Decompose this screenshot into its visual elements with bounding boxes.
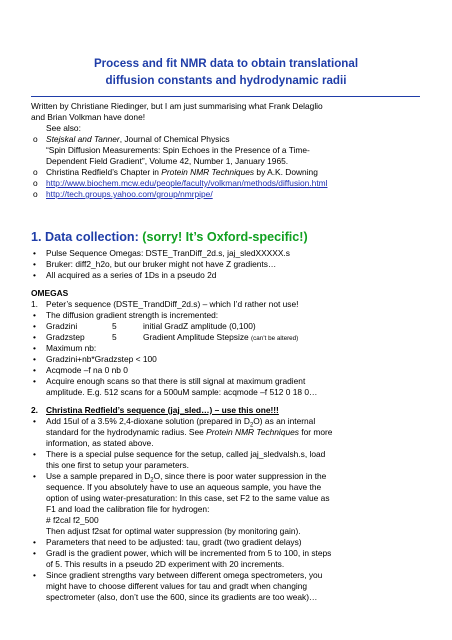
gradzstep-desc-text: Gradient Amplitude Stepsize [143, 332, 252, 342]
omegas-item-1: Peter’s sequence (DSTE_TrandDiff_2d.s) – which I’d rather not use! [46, 299, 299, 309]
ref-bullet: o [33, 178, 38, 188]
d2o-line-1 [46, 471, 326, 482]
bullet: • [33, 416, 36, 426]
section-1-title: Data collection: [45, 230, 143, 244]
diffusion-incremented: The diffusion gradient strength is incremented: [46, 310, 219, 320]
gradzstep-note: (can’t be altered) [251, 335, 299, 342]
d2o-subscript: 2 [249, 422, 254, 429]
d2o-a: Use a sample prepared in D [46, 471, 151, 481]
bullet: • [33, 471, 36, 481]
dioxane-line-1 [46, 416, 315, 427]
d2o-b: O, since there is poor water suppression in the [153, 471, 327, 481]
gradl-line-1: Gradl is the gradient power, which will be incremented from 5 to 100, in steps [46, 548, 332, 558]
ref1-journal: , Journal of Chemical Physics [119, 134, 230, 144]
acquire-line-1: Acquire enough scans so that there is still signal at maximum gradient [46, 376, 306, 386]
d2o-line-2: sequence. If you absolutely have to use an aqueous sample, you have the [46, 482, 322, 492]
ref2-post: by A.K. Downing [254, 167, 318, 177]
bullet: • [33, 310, 36, 320]
gradzstep-desc [143, 332, 298, 344]
omegas-item-1-number: 1. [31, 299, 38, 309]
gradzini-desc: initial GradZ amplitude (0,100) [143, 321, 256, 331]
reference-3-link[interactable]: http://www.biochem.mcw.edu/people/faculty/volkman/methods/diffusion.html [46, 178, 328, 188]
reference-1-line-3: Dependent Field Gradient”, Volume 42, Number 1, January 1965. [46, 156, 289, 166]
d2o-line-3: option of using water-presaturation: In this case, set F2 to the same value as [46, 493, 330, 503]
dioxane-a: Add 15ul of a 3.5% 2,4-dioxane solution (prepared in D [46, 416, 250, 426]
spectrometer-line-3: spectrometer (also, don’t use the 600, since its gradients are too weak)… [46, 592, 318, 602]
intro-written-line-1: Written by Christiane Riedinger, but I am just summarising what Frank Delaglio [31, 101, 323, 111]
see-also-label: See also: [46, 123, 81, 133]
reference-1 [46, 134, 230, 145]
title-line-1: Process and fit NMR data to obtain translational [93, 57, 359, 70]
gradzstep-label: Gradzstep [46, 332, 85, 342]
spectrometer-line-2: might have to choose different values for tau and gradt when changing [46, 581, 308, 591]
bullet: • [33, 548, 36, 558]
spectrometer-line-1: Since gradient strengths vary between different omega spectrometers, you [46, 570, 323, 580]
gradl-line-2: of 5. This results in a pseudo 2D experiment with 20 increments. [46, 559, 285, 569]
reference-4-link[interactable]: http://tech.groups.yahoo.com/group/nmrpipe/ [46, 189, 213, 199]
setup-line-2: this one first to setup your parameters. [46, 460, 189, 470]
section-1-bullet-1: Pulse Sequence Omegas: DSTE_TranDiff_2d.s, jaj_sledXXXXX.s [46, 248, 290, 258]
omegas-item-2-number: 2. [31, 405, 38, 415]
ref2-book: Protein NMR Techniques [161, 167, 255, 177]
acquire-line-2: amplitude. E.g. 512 scans for a 500uM sample: acqmode –f 512 0 18 0… [46, 387, 318, 397]
ref-bullet: o [33, 134, 38, 144]
reference-1-line-2: “Spin Diffusion Measurements: Spin Echoes in the Presence of a Time- [46, 145, 310, 155]
bullet: • [33, 270, 36, 280]
bullet: • [33, 570, 36, 580]
f2cal-command: # f2cal f2_500 [46, 515, 99, 525]
dioxane-d: for more [298, 427, 333, 437]
reference-2 [46, 167, 318, 178]
acqmode-command: Acqmode –f na 0 nb 0 [46, 365, 128, 375]
ref-bullet: o [33, 189, 38, 199]
gradzini-value: 5 [112, 321, 117, 331]
bullet: • [33, 354, 36, 364]
dioxane-line-3: information, as stated above. [46, 438, 154, 448]
title-divider [31, 96, 420, 97]
f2sat-line: Then adjust f2sat for optimal water suppression (by monitoring gain). [46, 526, 301, 536]
intro-written-line-2: and Brian Volkman have done! [31, 112, 146, 122]
bullet: • [33, 343, 36, 353]
ref2-pre: Christina Redfield’s Chapter in [46, 167, 162, 177]
title-line-2: diffusion constants and hydrodynamic radii [105, 74, 347, 87]
d2o-line-4: F1 and load the calibration file for hydrogen: [46, 504, 210, 514]
bullet: • [33, 449, 36, 459]
section-1-bullet-2: Bruker: diff2_h2o, but our bruker might not have Z gradients… [46, 259, 277, 269]
parameters-line: Parameters that need to be adjusted: tau, gradt (two gradient delays) [46, 537, 302, 547]
d2o-subscript-2: 2 [150, 477, 154, 484]
bullet: • [33, 376, 36, 386]
section-1-note: (sorry! It’s Oxford-specific!) [142, 230, 308, 244]
ref1-authors: Stejskal and Tanner [46, 134, 120, 144]
section-1-heading [31, 230, 308, 244]
section-1-number: 1. [31, 230, 42, 244]
omegas-item-2: Christina Redfield’s sequence (jaj_sled…) – use this one!!! [46, 405, 279, 415]
document-title [40, 55, 412, 89]
bullet: • [33, 321, 36, 331]
bullet: • [33, 248, 36, 258]
ref-bullet: o [33, 167, 38, 177]
bullet: • [33, 259, 36, 269]
setup-line-1: There is a special pulse sequence for the setup, called jaj_sledvalsh.s, load [46, 449, 326, 459]
dioxane-book: Protein NMR Techniques [206, 427, 299, 437]
bullet: • [33, 365, 36, 375]
gradzstep-value: 5 [112, 332, 117, 342]
section-1-bullet-3: All acquired as a series of 1Ds in a pseudo 2d [46, 270, 217, 280]
max-nb: Maximum nb: [46, 343, 97, 353]
bullet: • [33, 332, 36, 342]
omegas-heading: OMEGAS [31, 288, 69, 298]
gradzini-label: Gradzini [46, 321, 78, 331]
nb-formula: Gradzini+nb*Gradzstep < 100 [46, 354, 157, 364]
dioxane-b: O) as an internal [253, 416, 316, 426]
dioxane-line-2 [46, 427, 332, 438]
dioxane-c: standard for the hydrodynamic radius. See [46, 427, 207, 437]
bullet: • [33, 537, 36, 547]
